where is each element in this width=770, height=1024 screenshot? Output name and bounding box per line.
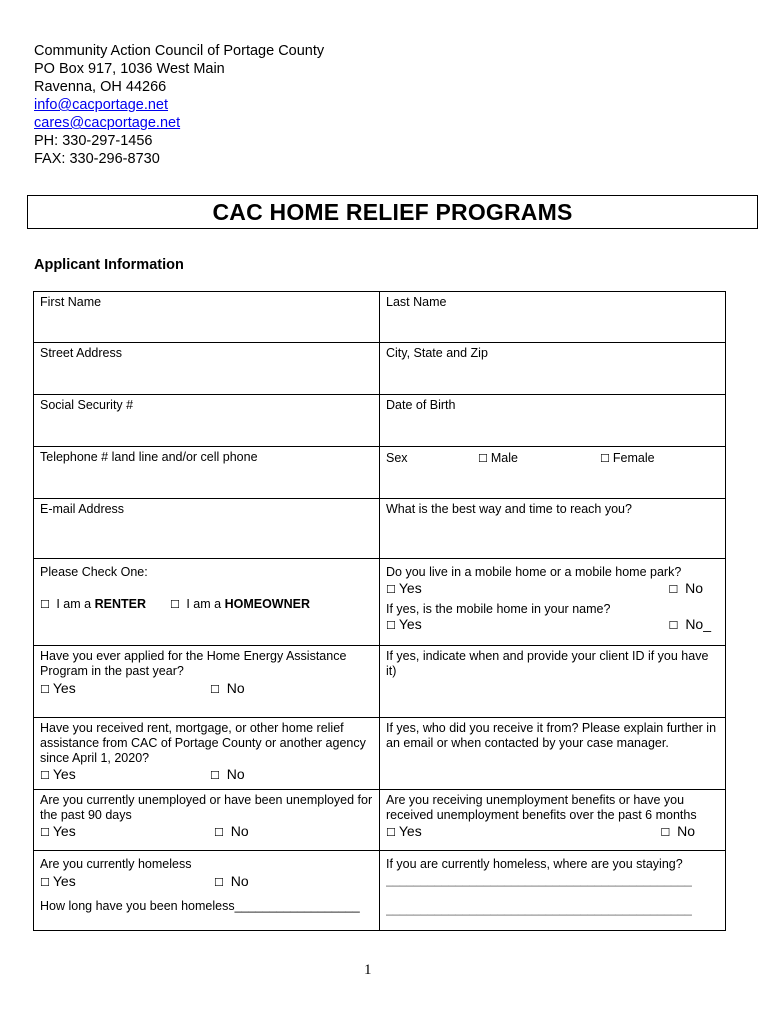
- relief-yes-option[interactable]: ☐ Yes: [40, 766, 76, 782]
- homeowner-option[interactable]: ☐ I am a HOMEOWNER: [170, 597, 310, 611]
- homeless-where-question: If you are currently homeless, where are you staying?: [386, 857, 683, 871]
- email-field[interactable]: [34, 499, 380, 559]
- checkbox-icon: ☐: [386, 619, 396, 632]
- heap-followup-field[interactable]: [380, 646, 726, 718]
- benefits-no-option[interactable]: ☐ No: [660, 823, 695, 839]
- sex-label: Sex: [386, 451, 408, 465]
- checkbox-icon: ☐: [214, 876, 224, 889]
- mobile-name-yes-option[interactable]: ☐ Yes: [386, 616, 422, 632]
- checkbox-icon: ☐: [40, 598, 50, 611]
- checkbox-icon: ☐: [668, 583, 679, 596]
- female-option[interactable]: ☐ Female: [600, 451, 655, 465]
- mobile-name-question: If yes, is the mobile home in your name?: [386, 602, 611, 616]
- dob-label: Date of Birth: [386, 398, 456, 412]
- homeless-where-line-1[interactable]: ____________________________________________: [386, 873, 692, 887]
- heap-cell: [34, 646, 380, 718]
- checkbox-icon: ☐: [40, 683, 50, 696]
- org-name: Community Action Council of Portage County: [34, 43, 325, 59]
- male-option[interactable]: ☐ Male: [478, 451, 518, 465]
- homeless-question: Are you currently homeless: [40, 857, 192, 871]
- relief-followup-label: If yes, who did you receive it from? Please explain further in an email or when contacted by your case manager.: [386, 721, 717, 750]
- relief-question: Have you received rent, mortgage, or other home relief assistance from CAC of Portage County or another agency since April 1, 2020?: [40, 721, 366, 765]
- ssn-label: Social Security #: [40, 398, 134, 412]
- homeless-where-cell: [380, 851, 726, 931]
- unemployed-no-option[interactable]: ☐ No: [214, 823, 249, 839]
- last-name-label: Last Name: [386, 295, 447, 309]
- heap-question: Have you ever applied for the Home Energy Assistance Program in the past year?: [40, 649, 347, 678]
- first-name-field[interactable]: [34, 292, 380, 343]
- unemployed-yes-option[interactable]: ☐ Yes: [40, 823, 76, 839]
- sex-field: [380, 447, 726, 499]
- page-number: 1: [364, 962, 372, 978]
- homeless-no-option[interactable]: ☐ No: [214, 873, 249, 889]
- unemployed-question: Are you currently unemployed or have been unemployed for the past 90 days: [40, 793, 373, 822]
- organization-header: [34, 42, 324, 168]
- email-link-info[interactable]: info@cacportage.net: [34, 97, 169, 113]
- checkbox-icon: ☐: [214, 826, 224, 839]
- check-one-label: Please Check One:: [40, 565, 148, 579]
- applicant-form: [33, 291, 726, 931]
- org-phone: PH: 330-297-1456: [34, 133, 153, 149]
- telephone-field[interactable]: [34, 447, 380, 499]
- checkbox-icon: ☐: [210, 769, 220, 782]
- street-address-label: Street Address: [40, 346, 122, 360]
- benefits-yes-option[interactable]: ☐ Yes: [386, 823, 422, 839]
- unemployed-cell: [34, 790, 380, 851]
- checkbox-icon: ☐: [170, 598, 180, 611]
- heap-no-option[interactable]: ☐ No: [210, 680, 245, 696]
- checkbox-icon: ☐: [40, 876, 50, 889]
- relief-followup-field[interactable]: [380, 718, 726, 790]
- mobile-home-question: Do you live in a mobile home or a mobile home park?: [386, 565, 682, 579]
- homeless-duration-field[interactable]: How long have you been homeless__________________: [40, 899, 360, 913]
- dob-field[interactable]: [380, 395, 726, 447]
- relief-cell: [34, 718, 380, 790]
- checkbox-icon: ☐: [40, 769, 50, 782]
- benefits-cell: [380, 790, 726, 851]
- org-address-line1: PO Box 917, 1036 West Main: [34, 61, 225, 77]
- homeless-where-line-2[interactable]: ____________________________________________: [386, 902, 692, 916]
- org-address-line2: Ravenna, OH 44266: [34, 79, 167, 95]
- relief-no-option[interactable]: ☐ No: [210, 766, 245, 782]
- heap-followup-label: If yes, indicate when and provide your client ID if you have it): [386, 649, 709, 678]
- checkbox-icon: ☐: [40, 826, 50, 839]
- homeless-cell: [34, 851, 380, 931]
- heap-yes-option[interactable]: ☐ Yes: [40, 680, 76, 696]
- checkbox-icon: ☐: [600, 452, 610, 465]
- city-state-zip-field[interactable]: [380, 343, 726, 395]
- mobile-yes-option[interactable]: ☐ Yes: [386, 580, 422, 596]
- email-link-cares[interactable]: cares@cacportage.net: [34, 115, 181, 131]
- telephone-label: Telephone # land line and/or cell phone: [40, 450, 258, 464]
- checkbox-icon: ☐: [478, 452, 488, 465]
- homeless-yes-option[interactable]: ☐ Yes: [40, 873, 76, 889]
- mobile-home-cell: [380, 559, 726, 646]
- checkbox-icon: ☐: [668, 619, 679, 632]
- checkbox-icon: ☐: [386, 583, 396, 596]
- best-way-label: What is the best way and time to reach you?: [386, 502, 632, 516]
- last-name-field[interactable]: [380, 292, 726, 343]
- checkbox-icon: ☐: [210, 683, 220, 696]
- check-one-cell: [34, 559, 380, 646]
- renter-option[interactable]: ☐ I am a RENTER: [40, 597, 146, 611]
- checkbox-icon: ☐: [386, 826, 396, 839]
- org-fax: FAX: 330-296-8730: [34, 151, 160, 167]
- email-label: E-mail Address: [40, 502, 125, 516]
- section-heading: Applicant Information: [34, 257, 184, 273]
- benefits-question: Are you receiving unemployment benefits or have you received unemployment benefits over the past 6 months: [386, 793, 697, 822]
- first-name-label: First Name: [40, 295, 102, 309]
- city-state-zip-label: City, State and Zip: [386, 346, 488, 360]
- mobile-no-option[interactable]: ☐ No: [668, 580, 703, 596]
- form-title: CAC HOME RELIEF PROGRAMS: [27, 195, 758, 229]
- best-way-field[interactable]: [380, 499, 726, 559]
- checkbox-icon: ☐: [660, 826, 671, 839]
- ssn-field[interactable]: [34, 395, 380, 447]
- mobile-name-no-option[interactable]: ☐ No_: [668, 616, 711, 632]
- street-address-field[interactable]: [34, 343, 380, 395]
